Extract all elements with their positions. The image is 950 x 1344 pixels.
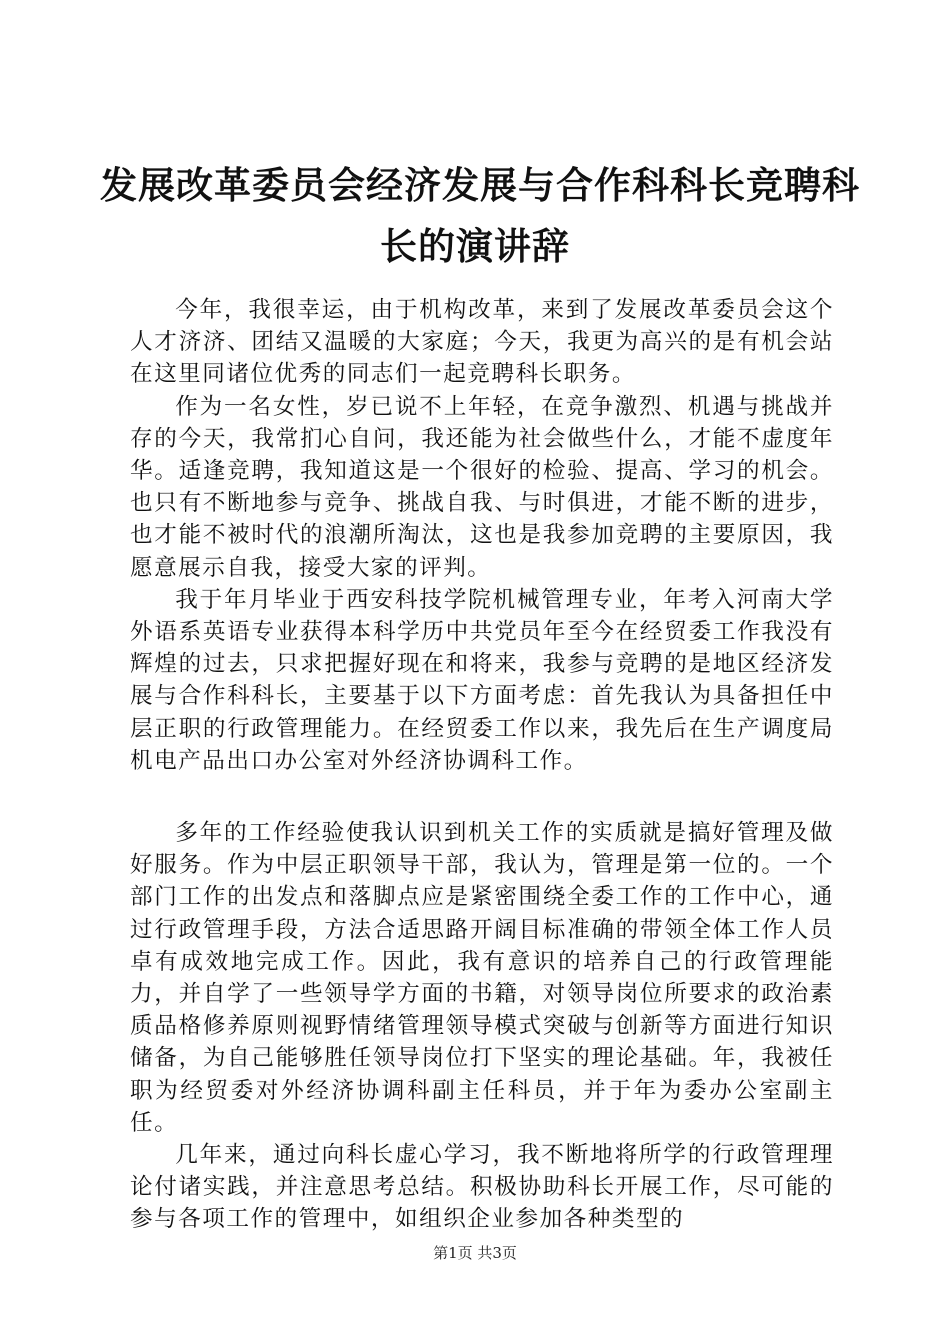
paragraph-5: 几年来，通过向科长虚心学习，我不断地将所学的行政管理理论付诸实践，并注意思考总结。积极协助科长开展工作，尽可能的参与各项工作的管理中，如组织企业参加各种类型的 [130, 1142, 834, 1233]
document-title-line-2: 长的演讲辞 [380, 224, 570, 268]
paragraph-3: 我于年月毕业于西安科技学院机械管理专业，年考入河南大学外语系英语专业获得本科学历中共党员年至今在经贸委工作我没有辉煌的过去，只求把握好现在和将来，我参与竞聘的是地区经济发展与合作科科长，主要基于以下方面考虑：首先我认为具备担任中层正职的行政管理能力。在经贸委工作以来，我先后在生产调度局机电产品出口办公室对外经济协调科工作。 [130, 586, 834, 774]
paragraph-spacer [130, 777, 834, 817]
paragraph-1: 今年，我很幸运，由于机构改革，来到了发展改革委员会这个人才济济、团结又温暖的大家庭；今天，我更为高兴的是有机会站在这里同诸位优秀的同志们一起竞聘科长职务。 [130, 297, 834, 388]
document-title-line-1: 发展改革委员会经济发展与合作科科长竞聘科 [100, 163, 860, 207]
paragraph-2: 作为一名女性，岁已说不上年轻，在竞争激烈、机遇与挑战并存的今天，我常扪心自问，我还能为社会做些什么，才能不虚度年华。适逢竞聘，我知道这是一个很好的检验、提高、学习的机会。也只有不断地参与竞争、挑战自我、与时俱进，才能不断的进步，也才能不被时代的浪潮所淘汰，这也是我参加竞聘的主要原因，我愿意展示自我，接受大家的评判。 [130, 393, 834, 581]
paragraph-4: 多年的工作经验使我认识到机关工作的实质就是搞好管理及做好服务。作为中层正职领导干部，我认为，管理是第一位的。一个部门工作的出发点和落脚点应是紧密围绕全委工作的工作中心，通过行政管理手段，方法合适思路开阔目标准确的带领全体工作人员卓有成效地完成工作。因此，我有意识的培养自己的行政管理能力，并自学了一些领导学方面的书籍，对领导岗位所要求的政治素质品格修养原则视野情绪管理领导模式突破与创新等方面进行知识储备，为自己能够胜任领导岗位打下坚实的理论基础。年，我被任职为经贸委对外经济协调科副主任科员，并于年为委办公室副主任。 [130, 820, 834, 1136]
page-footer: 第1页 共3页 [433, 1244, 517, 1262]
document-body [130, 294, 834, 1236]
